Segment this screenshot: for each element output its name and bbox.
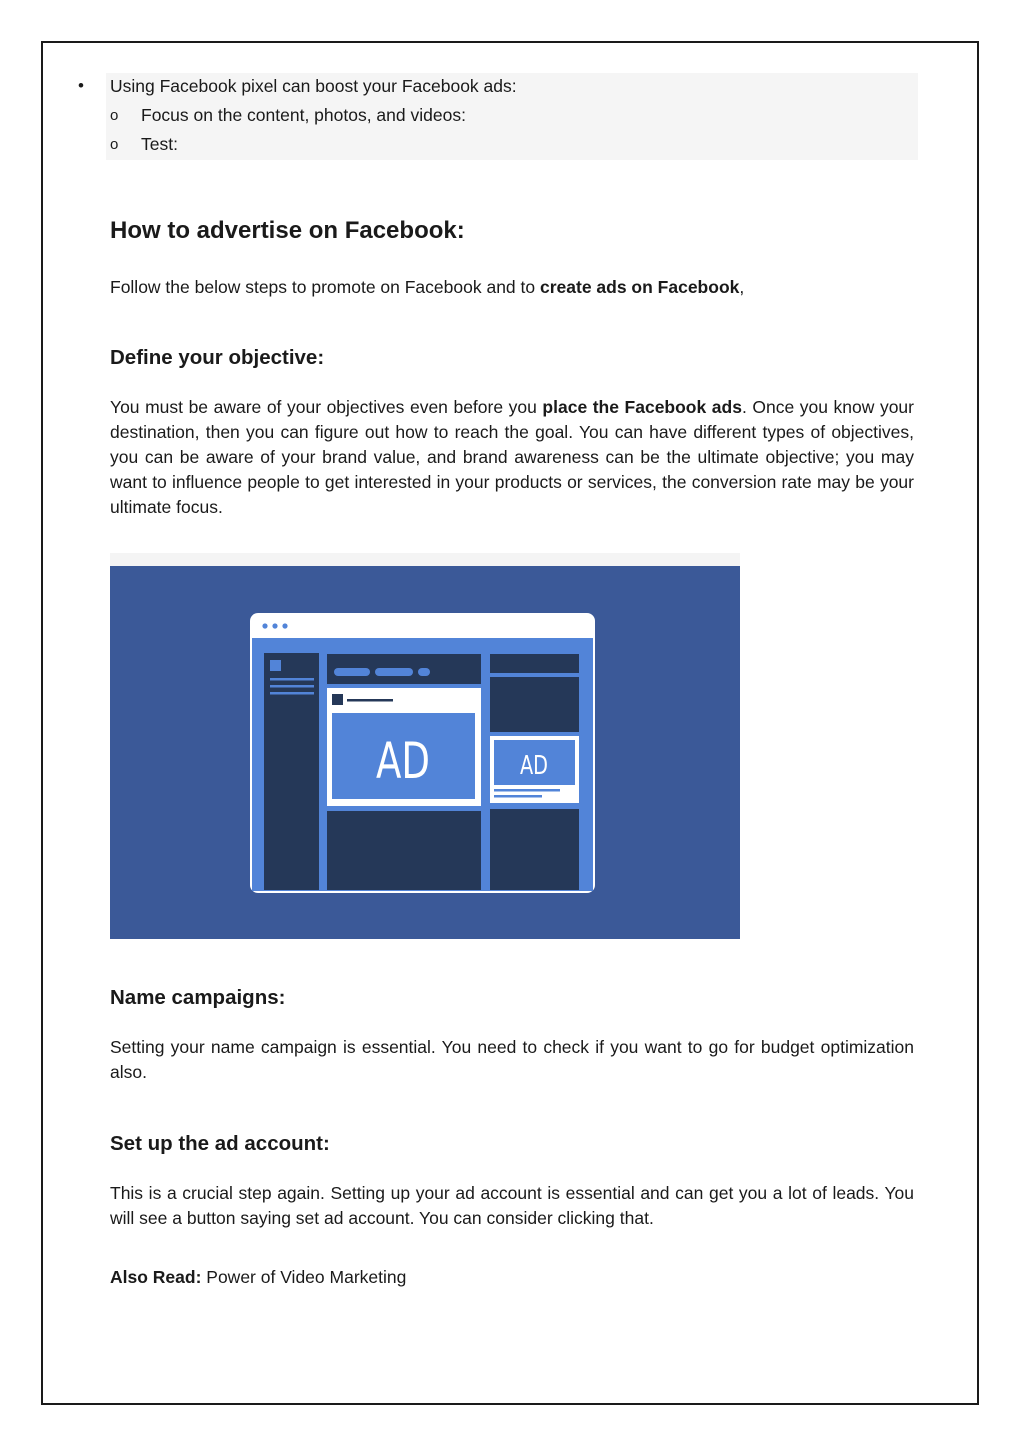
also-read-label: Also Read:: [110, 1267, 202, 1287]
feed-post-placeholder: [327, 811, 481, 890]
bullet-dot-icon: •: [78, 76, 84, 95]
window-dot-icon: [262, 623, 267, 628]
sub-bullet-circle-icon: o: [110, 136, 119, 153]
objective-text: You must be aware of your objectives even before you: [110, 397, 543, 417]
ad-caption-line: [494, 789, 560, 792]
objective-paragraph: [110, 395, 914, 520]
large-ad-label: AD: [376, 732, 430, 790]
sub-bullet-item: Test:: [141, 134, 178, 154]
right-column-header: [490, 654, 579, 673]
right-column-block: [490, 809, 579, 890]
campaigns-paragraph: Setting your name campaign is essential. You need to check if you want to go for budget optimization also.: [110, 1037, 914, 1082]
sidebar-line: [270, 678, 314, 681]
intro-paragraph: [110, 275, 914, 300]
sidebar-panel: [264, 653, 319, 890]
page-heading: How to advertise on Facebook:: [110, 217, 465, 244]
intro-text: Follow the below steps to promote on Facebook and to: [110, 277, 540, 297]
feed-pill: [418, 668, 430, 676]
section-title-objective: Define your objective:: [110, 346, 325, 369]
section-title-campaigns: Name campaigns:: [110, 986, 286, 1009]
also-read-line: [110, 1265, 914, 1290]
also-read-link[interactable]: Power of Video Marketing: [206, 1267, 407, 1287]
feed-pill: [334, 668, 370, 676]
objective-bold-text: place the Facebook ads: [542, 397, 742, 417]
sidebar-avatar: [270, 660, 281, 671]
intro-text-end: ,: [739, 277, 745, 297]
window-dot-icon: [282, 623, 287, 628]
sidebar-line: [270, 692, 314, 695]
post-avatar: [332, 694, 343, 705]
feed-pill: [375, 668, 413, 676]
intro-bold-text: create ads on Facebook: [539, 277, 740, 297]
right-column-block: [490, 677, 579, 732]
objective-text-rest: . Once you know your destination, then you can figure out how to reach the goal. You can have different types of objectives, you can be aware of your brand value, and brand awareness can be the ultimate objective; you may want to influence people to get interested in your products or services, the conversion rate may be your ultimate focus.: [110, 397, 914, 517]
small-ad-label: AD: [520, 751, 548, 781]
facebook-ads-illustration: [110, 553, 740, 939]
window-dot-icon: [272, 623, 277, 628]
ads-layout-graphic: [110, 553, 740, 939]
sidebar-line: [270, 685, 314, 688]
bullet-item: Using Facebook pixel can boost your Facebook ads:: [110, 76, 517, 96]
post-author-line: [347, 699, 393, 702]
ad-caption-line: [494, 795, 542, 798]
account-paragraph: This is a crucial step again. Setting up your ad account is essential and can get you a lot of leads. You will see a button saying set ad account. You can consider clicking that.: [110, 1183, 914, 1228]
sub-bullet-item: Focus on the content, photos, and videos:: [141, 105, 466, 125]
sub-bullet-circle-icon: o: [110, 107, 119, 124]
figure-top-strip: [110, 553, 740, 566]
section-title-account: Set up the ad account:: [110, 1132, 330, 1155]
